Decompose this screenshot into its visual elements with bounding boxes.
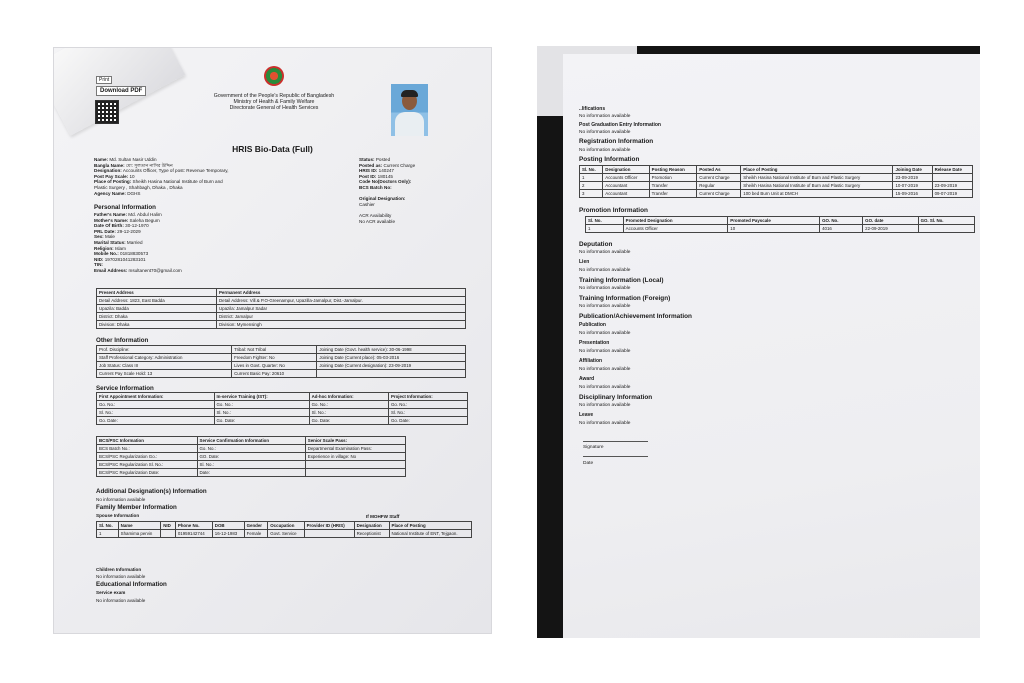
table-cell: Go. No.: [214, 401, 309, 409]
section-heading: Leave [579, 412, 594, 418]
section-note: No information available [579, 349, 631, 354]
govt-line: Directorate General of Health Services [229, 105, 319, 112]
section-heading: Publication [579, 322, 606, 328]
section-note: No information available [579, 421, 631, 426]
spouse-group-label: If MOHFW Staff [366, 514, 400, 519]
service-exam-heading: Service exam [96, 590, 126, 595]
basic-info-line: BCS Batch No: [359, 184, 392, 190]
profile-photo [391, 84, 428, 136]
table-cell: Sl. No. [97, 522, 119, 530]
table-cell: Permanent Address [217, 289, 466, 297]
children-info-note: No information available [96, 574, 146, 579]
section-heading: Disciplinary Information [579, 394, 653, 401]
table-cell: 100 bed Burn Unit at DMCH [741, 190, 893, 198]
table-cell: GO. Date: [197, 453, 305, 461]
children-info-heading: Children Information [96, 567, 142, 572]
section-heading: Training Information (Foreign) [579, 295, 671, 302]
table-cell: 10 [728, 225, 820, 233]
table-cell: 23-09-2019 [893, 174, 932, 182]
personal-info-line: PRL Date: 29-12-2029 [94, 228, 141, 234]
pg-entry-heading: Post Graduation Entry Information [579, 122, 661, 128]
table-cell [305, 469, 405, 477]
table-cell: Job Status: Class III [97, 362, 232, 370]
biodata-sheet-page-2 [563, 54, 980, 638]
table-cell: Sl. No. [586, 217, 624, 225]
table-cell [305, 461, 405, 469]
additional-designation-heading: Additional Designation(s) Information [96, 488, 207, 495]
download-pdf-button[interactable]: Download PDF [96, 86, 146, 96]
table-cell: Departmental Examination Pass: [305, 445, 405, 453]
table-cell: 2 [580, 182, 603, 190]
table-row [97, 417, 468, 425]
table-row [97, 409, 468, 417]
table-cell: Upazila: Badda [97, 305, 217, 313]
personal-info-heading: Personal Information [94, 204, 156, 211]
qualifications-note: No information available [579, 114, 631, 119]
basic-info-line: Post Pay Scale: 10 [94, 173, 135, 179]
service-info-heading: Service Information [96, 385, 154, 392]
table-header-row [586, 217, 975, 225]
table-cell: Shamima pervin [118, 530, 161, 538]
right-page-photo [537, 46, 980, 638]
table-cell: GO. No. [820, 217, 863, 225]
basic-info-line: Original Designation: [359, 196, 406, 202]
table-cell: Release Date [932, 166, 972, 174]
table-cell: Place of Posting [389, 522, 471, 530]
basic-info-line: No ACR available [359, 218, 396, 224]
table-cell [918, 225, 974, 233]
government-emblem-icon [264, 66, 284, 86]
table-cell: Senior Scale Pass: [305, 437, 405, 445]
qr-code-icon [96, 101, 118, 123]
table-row [580, 182, 973, 190]
table-row [97, 354, 466, 362]
table-row [97, 530, 472, 538]
table-cell: Sl. No. [580, 166, 603, 174]
address-table [96, 288, 466, 329]
registration-note: No information available [579, 148, 631, 153]
table-cell: Date: [197, 469, 305, 477]
table-cell: First Appointment Information: [97, 393, 215, 401]
table-cell: 1 [580, 174, 603, 182]
table-cell: Transfer [649, 190, 697, 198]
section-note: No information available [579, 286, 631, 291]
date-line [583, 456, 648, 457]
personal-info-line: Sex: Male [94, 234, 115, 240]
personal-info-line: Father's Name: Md. Abdul Halim [94, 212, 162, 217]
table-row [97, 401, 468, 409]
table-cell: Posted As [697, 166, 741, 174]
table-row [97, 445, 406, 453]
table-cell: Go. No.: [97, 401, 215, 409]
basic-info-line: ACR Availability [359, 212, 392, 218]
table-cell [304, 530, 354, 538]
table-cell: Place of Posting [741, 166, 893, 174]
service-exam-note: No information available [96, 598, 146, 603]
table-cell: Go. No.: [197, 445, 305, 453]
table-cell: 23-09-2019 [932, 182, 972, 190]
table-cell [932, 174, 972, 182]
personal-info-line: Mother's Name: Saleha Begum [94, 217, 160, 223]
signature-line [583, 441, 648, 442]
table-cell: Female [244, 530, 268, 538]
table-cell: NID [161, 522, 176, 530]
table-row [97, 461, 406, 469]
section-note: No information available [579, 403, 631, 408]
table-cell: Joining Date [893, 166, 932, 174]
table-cell: Project Information: [388, 393, 467, 401]
government-header [204, 93, 344, 112]
table-row [97, 453, 406, 461]
table-cell: Occupation [268, 522, 304, 530]
table-cell: Current Pay Scale Hold: 13 [97, 370, 232, 378]
table-cell: Ad-hoc Information: [309, 393, 388, 401]
section-heading: Presentation [579, 340, 610, 346]
table-cell: Upazila: Jamalpur Sadar [217, 305, 466, 313]
personal-info-line: Email Address: msultanent70@gmail.com [94, 267, 182, 273]
table-cell: Lives in Govt. Quarter: No [232, 362, 317, 370]
left-page-photo [54, 48, 491, 633]
basic-info-line: Code No(Doctors Only): [359, 179, 412, 185]
other-info-heading: Other Information [96, 337, 149, 344]
section-heading: Deputation [579, 241, 613, 248]
table-header-row [97, 522, 472, 530]
table-cell: BCS/PSC Regularization Go.: [97, 453, 198, 461]
section-note: No information available [579, 367, 631, 372]
bcs-info-table [96, 436, 406, 477]
table-cell: Gender [244, 522, 268, 530]
table-cell: Accountant [603, 182, 649, 190]
table-cell: District: Dhaka [97, 313, 217, 321]
table-cell: GO. date [863, 217, 918, 225]
spouse-info-heading: Spouse Information [96, 513, 140, 518]
table-cell: Joining Date (Current place): 05-03-2016 [317, 354, 466, 362]
table-cell: BCS/PSC Information [97, 437, 198, 445]
table-cell: Go. No.: [309, 401, 388, 409]
basic-info-line: Cashier [359, 201, 375, 207]
table-cell: Current Charge [697, 190, 741, 198]
table-cell: Promoted Payscale [728, 217, 820, 225]
section-heading: Publication/Achievement Information [579, 313, 692, 320]
table-cell: 3 [580, 190, 603, 198]
table-cell: Promotion [649, 174, 697, 182]
basic-info-line: Agency Name: DGHS [94, 190, 141, 196]
table-header-row [97, 437, 406, 445]
table-cell: Go. Date: [97, 417, 215, 425]
basic-info-line: Designation: Accounts Officer, Type of post: Revenue Temporary, [94, 168, 229, 174]
table-header-row [97, 289, 466, 297]
education-info-heading: Educational Information [96, 581, 167, 588]
section-note: No information available [579, 304, 631, 309]
table-cell: Name [118, 522, 161, 530]
qualifications-heading: ..lifications [579, 106, 606, 112]
basic-info-line: Post ID: 180145 [359, 173, 393, 179]
table-cell: Accountant [603, 190, 649, 198]
basic-info-line: Bangla Name: মো: সুলতান নাসির উদ্দিন [94, 162, 173, 168]
table-cell: Sheikh Hasina National Institute of Burn and Plastic Surgery [741, 174, 893, 182]
table-cell: Sl. No.: [197, 461, 305, 469]
table-cell: Sl. No.: [97, 409, 215, 417]
table-row [97, 313, 466, 321]
basic-info-line: Plastic Surgery , Shahbagh, Dhaka , Dhaka [94, 184, 183, 190]
posting-table [579, 165, 973, 198]
govt-line: Government of the People's Republic of Bangladesh [213, 93, 335, 99]
table-cell: Accounts Officer [623, 225, 728, 233]
section-heading: Lien [579, 259, 590, 265]
page-title: HRIS Bio-Data (Full) [232, 144, 313, 154]
table-cell: Staff Professional Category: Administration [97, 354, 232, 362]
section-heading: Award [579, 376, 595, 382]
basic-info-line: Place of Posting: Sheikh Hasina National Institute of Burn and [94, 179, 223, 185]
table-cell: Tribal: Not Tribal [232, 346, 317, 354]
table-cell: 1 [97, 530, 119, 538]
basic-info-line: HRIS ID: 140247 [359, 168, 394, 174]
table-cell: National Institute of ENT, Tejgaon. [389, 530, 471, 538]
table-cell: Govt. Service [268, 530, 304, 538]
table-cell: In-service Training (IST): [214, 393, 309, 401]
print-button[interactable]: Print [96, 76, 112, 84]
table-cell: 01959142744 [175, 530, 212, 538]
personal-info-line: Religion: Islam [94, 245, 126, 251]
table-cell: Current Basic Pay: 20610 [232, 370, 317, 378]
table-cell: BCS/PSC Regularization Sl. No.: [97, 461, 198, 469]
personal-info-line: Marital Status: Married [94, 239, 143, 245]
promotion-heading: Promotion Information [579, 207, 648, 214]
spouse-table [96, 521, 472, 538]
family-info-heading: Family Member Information [96, 504, 177, 511]
table-cell: Detail Address: Vill.& P.O-Greenampur, Upazilla-Jamalpur, Dist.-Jamalpur. [217, 297, 466, 305]
table-cell: BCS Batch No.: [97, 445, 198, 453]
table-row [97, 346, 466, 354]
section-note: No information available [579, 250, 631, 255]
table-cell: Receptionist [354, 530, 389, 538]
table-cell: Sl. No.: [214, 409, 309, 417]
table-cell: Freedom Fighter: No [232, 354, 317, 362]
table-cell: Experience in village: No [305, 453, 405, 461]
table-row [586, 225, 975, 233]
table-cell: Joining Date (Current designation): 23-09-2019 [317, 362, 466, 370]
section-heading: Affiliation [579, 358, 603, 364]
table-cell: Sheikh Hasina National Institute of Burn and Plastic Surgery [741, 182, 893, 190]
section-heading: Training Information (Local) [579, 277, 664, 284]
table-cell [317, 370, 466, 378]
table-cell: DOB [212, 522, 244, 530]
table-cell: Current Charge [697, 174, 741, 182]
table-cell: Go. No.: [388, 401, 467, 409]
table-cell [161, 530, 176, 538]
table-cell: Present Address [97, 289, 217, 297]
posting-heading: Posting Information [579, 156, 640, 163]
table-cell: Regular [697, 182, 741, 190]
service-info-table [96, 392, 468, 425]
table-row [580, 190, 973, 198]
table-cell: GO. Sl. No. [918, 217, 974, 225]
personal-info-line: TIN: [94, 262, 103, 268]
other-info-table [96, 345, 466, 378]
basic-info-line: Name: Md. Sultan Nasir Uddin [94, 157, 157, 162]
table-cell: BCS/PSC Regularization Date: [97, 469, 198, 477]
table-cell: Designation [354, 522, 389, 530]
personal-info-line: Date Of Birth: 30-12-1970 [94, 223, 149, 229]
table-cell: District: Jamalpur [217, 313, 466, 321]
personal-info-line: NID: 1970281041283101 [94, 256, 146, 262]
table-cell: Promoted Designation [623, 217, 728, 225]
basic-info-line: Posted as: Current Charge [359, 162, 416, 168]
table-cell: Service Confirmation Information [197, 437, 305, 445]
table-cell: Division: Mymensingh [217, 321, 466, 329]
personal-info-line: Mobile No.: 01818830573 [94, 251, 149, 257]
table-row [97, 469, 406, 477]
personal-info [94, 212, 182, 274]
table-cell: Go. Date: [388, 417, 467, 425]
section-note: No information available [579, 268, 631, 273]
table-cell: 15-09-2016 [893, 190, 932, 198]
section-note: No information available [579, 331, 631, 336]
promotion-table [585, 216, 975, 233]
table-cell: Sl. No.: [309, 409, 388, 417]
table-cell: Go. Date: [309, 417, 388, 425]
table-row [97, 321, 466, 329]
table-cell: Phone No. [175, 522, 212, 530]
table-row [97, 370, 466, 378]
table-cell: 1 [586, 225, 624, 233]
table-cell: Detail Address: 1823, East Badda [97, 297, 217, 305]
table-cell: 4016 [820, 225, 863, 233]
table-row [97, 362, 466, 370]
table-cell: Prof. Discipline: [97, 346, 232, 354]
basic-info-left [94, 157, 228, 196]
signature-label: Signature [583, 445, 604, 450]
additional-designation-note: No information available [96, 497, 146, 502]
table-cell: Sl. No.: [388, 409, 467, 417]
table-cell: 22-09-2019 [863, 225, 918, 233]
table-row [97, 297, 466, 305]
table-cell: Transfer [649, 182, 697, 190]
table-row [580, 174, 973, 182]
registration-heading: Registration Information [579, 138, 654, 145]
table-cell: Go. Date: [214, 417, 309, 425]
govt-line: Ministry of Health & Family Welfare [233, 99, 315, 106]
section-note: No information available [579, 385, 631, 390]
table-row [97, 305, 466, 313]
table-cell: Designation [603, 166, 649, 174]
table-header-row [97, 393, 468, 401]
table-cell: 16-12-1983 [212, 530, 244, 538]
table-cell: 09-07-2019 [932, 190, 972, 198]
table-cell: Accounts Officer [603, 174, 649, 182]
biodata-sheet-page-1 [54, 48, 491, 633]
table-cell: Posting Reason [649, 166, 697, 174]
table-cell: Division: Dhaka [97, 321, 217, 329]
table-cell: 10-07-2019 [893, 182, 932, 190]
basic-info-line: Status: Posted [359, 157, 391, 162]
date-label: Date [583, 461, 594, 466]
table-cell: Provider ID (HRIS) [304, 522, 354, 530]
basic-info-right [359, 157, 415, 224]
pg-entry-note: No information available [579, 130, 631, 135]
table-cell: Joining Date (Govt. health service): 30-06-1998 [317, 346, 466, 354]
table-header-row [580, 166, 973, 174]
